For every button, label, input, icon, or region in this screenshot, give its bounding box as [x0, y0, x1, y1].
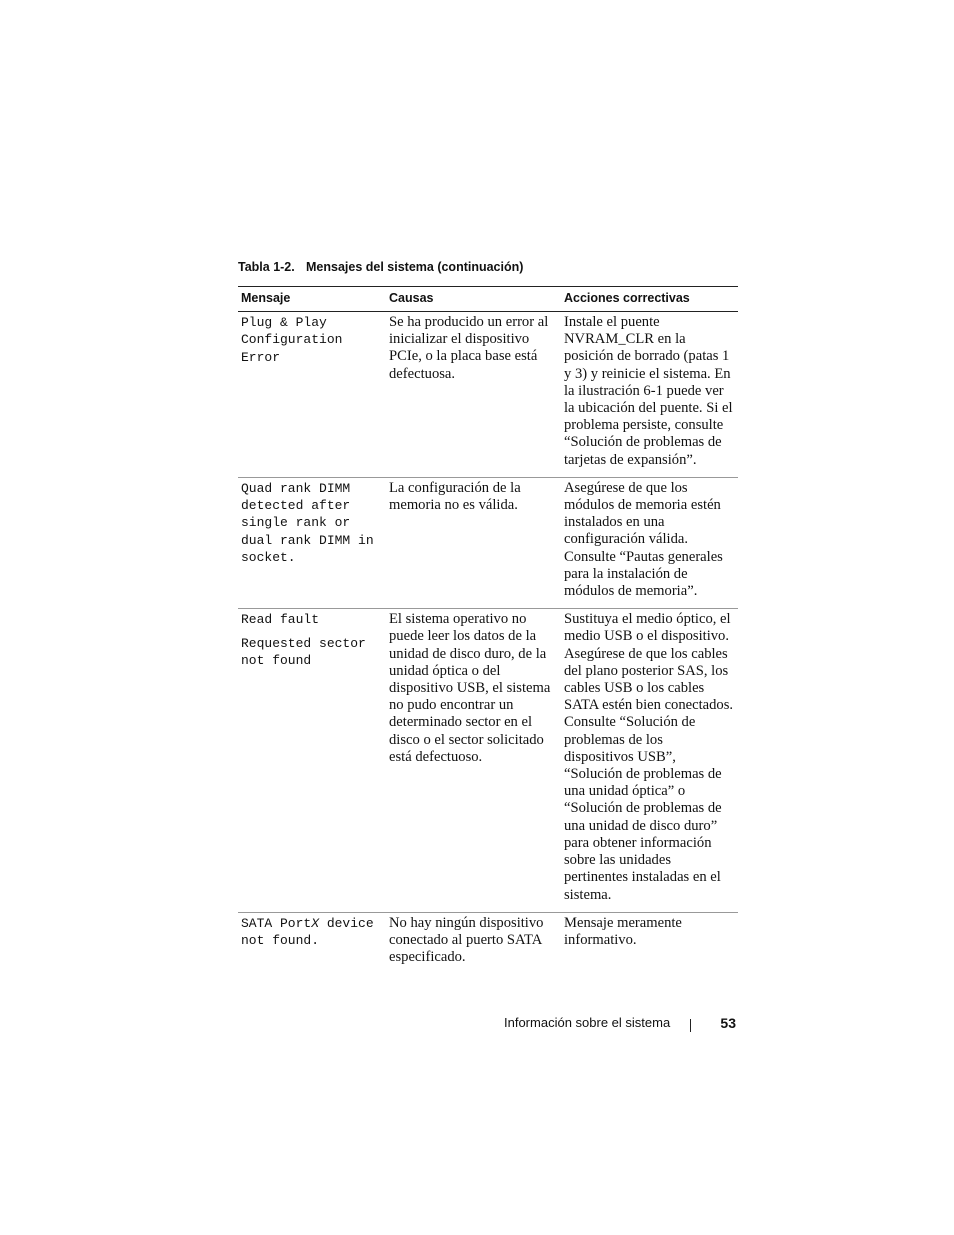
- message-line: socket.: [241, 550, 296, 566]
- message-line: Read fault: [241, 612, 320, 628]
- cause-cell: Se ha producido un error al inicializar el dispositivo PCIe, o la placa base está defectuosa.: [386, 312, 561, 478]
- message-line: Requested sector: [241, 635, 366, 651]
- table-row: [238, 912, 738, 974]
- message-line: detected after: [241, 498, 351, 514]
- message-line: dual rank DIMM in: [241, 532, 374, 548]
- message-line: [241, 915, 383, 932]
- table-row: [238, 312, 738, 478]
- action-cell: Asegúrese de que los módulos de memoria estén instalados en una configuración válida. Consulte “Pautas generales para la instalación de módulos de memoria”.: [561, 477, 738, 608]
- message-suffix: device: [319, 915, 374, 931]
- message-line: single rank or: [241, 515, 351, 531]
- table-row: [238, 477, 738, 608]
- cause-cell: No hay ningún dispositivo conectado al puerto SATA especificado.: [389, 914, 544, 966]
- message-line: not found.: [241, 933, 320, 948]
- table-caption: [238, 260, 523, 274]
- action-cell: Sustituya el medio óptico, el medio USB o el dispositivo. Asegúrese de que los cables del plano posterior SAS, los cables USB o los cables SATA estén bien conectados. Consulte “Solución de problemas de los dispositivos USB”, “Solución de problemas de una unidad óptica” o “Solución de problemas de una unidad de disco duro” para obtener información sobre las unidades pertinentes instaladas en el sistema.: [561, 609, 738, 912]
- message-variable: X: [311, 915, 320, 931]
- table-title: Mensajes del sistema (continuación): [306, 260, 524, 274]
- table-number: Tabla 1-2.: [238, 260, 295, 274]
- action-cell: Instale el puente NVRAM_CLR en la posición de borrado (patas 1 y 3) y reinicie el sistema. En la ilustración 6-1 puede ver la ubicación del puente. Si el problema persiste, consulte “Solución de problemas de tarjetas de expansión”.: [561, 312, 738, 478]
- header-message: Mensaje: [238, 287, 386, 312]
- footer-section-title: Información sobre el sistema: [504, 1015, 671, 1030]
- cause-cell: La configuración de la memoria no es válida.: [386, 477, 561, 608]
- message-cell: [238, 912, 386, 974]
- footer-divider: [690, 1019, 691, 1032]
- message-cell: [238, 609, 386, 912]
- page-number: 53: [720, 1015, 736, 1031]
- header-actions: Acciones correctivas: [561, 287, 738, 312]
- message-prefix: SATA Port: [241, 915, 312, 931]
- header-causes: Causas: [386, 287, 561, 312]
- message-line: Error: [241, 349, 281, 365]
- cause-cell: El sistema operativo no puede leer los datos de la unidad de disco duro, de la unidad óptica o del dispositivo USB, el sistema no pudo encontrar un determinado sector en el disco o el sector solicitado está defectuoso.: [386, 609, 561, 912]
- message-line: Plug & Play: [241, 315, 327, 330]
- action-cell: Mensaje meramente informativo.: [564, 914, 682, 948]
- system-messages-table: [238, 286, 738, 974]
- message-cell: [238, 477, 386, 608]
- table-header-row: [238, 287, 738, 312]
- message-line: not found: [241, 652, 312, 668]
- message-cell: [238, 312, 386, 478]
- table-row: [238, 609, 738, 912]
- message-line: Configuration: [241, 332, 343, 348]
- message-line: Quad rank DIMM: [241, 480, 351, 496]
